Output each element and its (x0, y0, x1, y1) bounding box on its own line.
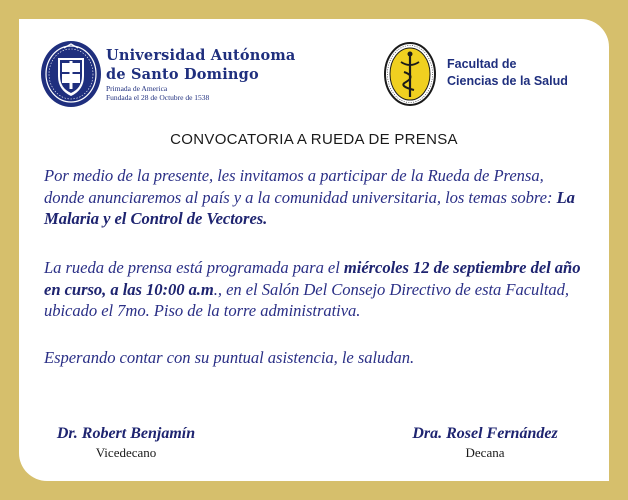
topic-text: La Malaria y el Control de Vectores. (44, 187, 575, 229)
schedule-intro-text: La rueda de prensa está programada para el (44, 258, 340, 277)
faculty-name-line2: Ciencias de la Salud (447, 74, 568, 88)
faculty-name-block (447, 56, 568, 90)
university-name-line2: de Santo Domingo (106, 66, 259, 83)
university-seal-icon (40, 40, 102, 108)
university-tagline1: Primada de America (106, 84, 168, 93)
signature-role: Decana (465, 445, 505, 460)
university-tagline2: Fundada el 28 de Octubre de 1538 (106, 93, 210, 102)
signature-name: Dr. Robert Benjamín (56, 425, 196, 442)
faculty-name-line1: Facultad de (447, 57, 517, 71)
paragraph-closing: Esperando contar con su puntual asistencia, le saludan. (44, 348, 415, 367)
paragraph-schedule (44, 257, 584, 322)
signature-name: Dra. Rosel Fernández (412, 425, 558, 442)
schedule-location-text: ., en el Salón Del Consejo Directivo de esta Facultad, ubicado el 7mo. Piso de la torre administrativa. (44, 279, 569, 321)
signature-role: Vicedecano (95, 445, 157, 460)
page-title: CONVOCATORIA A RUEDA DE PRENSA (170, 131, 458, 148)
paragraph-invitation (44, 165, 584, 230)
signature-dean (393, 425, 577, 461)
paragraph-invitation-text: Por medio de la presente, les invitamos a participar de la Rueda de Prensa, donde anunciaremos al país y a la comunidad universitaria, los temas sobre: (44, 166, 553, 207)
university-name-line1: Universidad Autónoma (106, 47, 296, 64)
schedule-date-text: miércoles 12 de septiembre del año en curso, a las 10:00 a.m (44, 258, 581, 299)
faculty-seal-icon (384, 42, 436, 106)
university-name-block (106, 46, 316, 102)
signature-vicedean (38, 425, 214, 461)
